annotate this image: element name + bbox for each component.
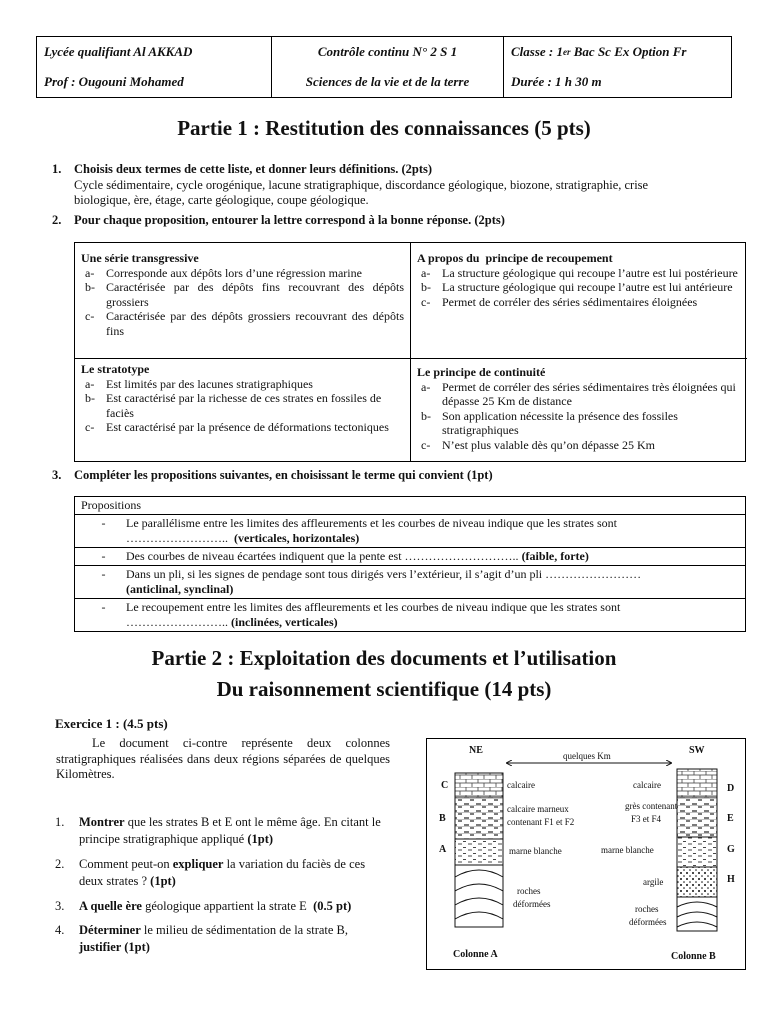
row-choices: (anticlinal, synclinal)	[126, 582, 234, 596]
question-points: (0.5 pt)	[313, 899, 352, 913]
label-g: G	[727, 844, 735, 855]
column-b	[677, 769, 717, 931]
question-text	[79, 814, 391, 848]
layer-roches-deformees-b	[677, 897, 717, 931]
option-letter[interactable]: b-	[421, 280, 431, 294]
option-text: Caractérisée par des dépôts grossiers recouvrant des dépôts fins	[106, 309, 404, 338]
q1-line2: biologique, ère, étage, carte géologique, coupe géologique.	[74, 193, 369, 207]
q2-cell-title: Une série transgressive	[81, 251, 199, 265]
q2-option[interactable]	[81, 309, 404, 338]
column-a	[455, 773, 503, 927]
option-letter[interactable]: a-	[421, 265, 431, 280]
q1-title: Choisis deux termes de cette liste, et donner leurs définitions. (2pts)	[74, 162, 433, 176]
label-d: D	[727, 783, 735, 794]
question-number: 1.	[55, 815, 65, 829]
q2-option[interactable]	[417, 380, 741, 409]
row-text	[126, 600, 739, 630]
gres-label-1: grès contenant	[625, 801, 678, 811]
question-3	[52, 468, 752, 484]
q3-row	[75, 565, 745, 598]
q2-option[interactable]	[417, 295, 741, 310]
exercise-1-intro: Le document ci-contre représente deux colonnes stratigraphiques réalisées dans deux régions séparées de quelques Kilomètres.	[56, 736, 390, 781]
row-blank[interactable]: ……………………..	[126, 531, 234, 545]
q2-number: 2.	[52, 213, 62, 227]
part2-title-line1: Partie 2 : Exploitation des documents et l’utilisation	[151, 646, 617, 670]
stratigraphic-columns-figure	[426, 738, 746, 970]
question-body: géologique appartient la strate E	[141, 899, 314, 913]
question-number: 2.	[55, 857, 65, 871]
header-col-exam	[272, 37, 504, 97]
option-letter[interactable]: c-	[421, 437, 431, 452]
row-statement: Le parallélisme entre les limites des affleurements et les courbes de niveau indique que les strates sont	[126, 516, 617, 530]
class-sup: er	[563, 47, 571, 57]
q3-table	[74, 496, 746, 632]
columns-diagram	[427, 739, 744, 968]
question-verb: A quelle ère	[79, 899, 142, 913]
calcaire-b-label: calcaire	[633, 780, 661, 790]
row-text	[126, 516, 739, 546]
option-letter[interactable]: c-	[421, 294, 431, 309]
q2-table	[74, 242, 746, 462]
layer-roches-deformees-a	[455, 865, 503, 927]
calcaire-marneux-label-2: contenant F1 et F2	[507, 817, 575, 827]
calcaire-a-label: calcaire	[507, 780, 535, 790]
label-h: H	[727, 874, 735, 885]
option-letter[interactable]: a-	[421, 379, 431, 394]
option-text: Permet de corréler des séries sédimentaires éloignées	[442, 294, 698, 309]
label-c: C	[441, 780, 449, 791]
header-col-school	[37, 37, 272, 97]
class-info	[504, 37, 731, 67]
q2-title: Pour chaque proposition, entourer la lettre correspond à la bonne réponse. (2pts)	[74, 213, 505, 227]
question-body: le milieu de sédimentation de la strate B,	[140, 923, 349, 937]
q2-option[interactable]	[81, 266, 404, 281]
label-b: B	[439, 813, 446, 824]
layer-d-calcaire	[677, 769, 717, 797]
layer-g-marne	[677, 837, 717, 867]
q2-option[interactable]	[417, 280, 741, 295]
row-dash: -	[101, 567, 106, 581]
option-text: Est limités par des lacunes stratigraphiques	[106, 376, 313, 391]
label-a: A	[439, 844, 447, 855]
subject-name: Sciences de la vie et de la terre	[305, 74, 470, 89]
duration: Durée : 1 h 30 m	[511, 74, 602, 89]
q2-option[interactable]	[81, 377, 404, 392]
question-number: 3.	[55, 899, 65, 913]
layer-c-calcaire	[455, 773, 503, 797]
question-2	[52, 213, 752, 229]
q2-option[interactable]	[417, 438, 741, 453]
option-letter[interactable]: a-	[85, 376, 95, 391]
layer-a-marne	[455, 839, 503, 865]
option-text: Son application nécessite la présence des fossiles stratigraphiques	[442, 408, 678, 437]
sw-label: SW	[689, 745, 705, 756]
question-1	[52, 162, 752, 209]
question-number: 4.	[55, 923, 65, 937]
option-text: Corresponde aux dépôts lors d’une régression marine	[106, 265, 362, 280]
q3-row	[75, 598, 745, 631]
option-letter[interactable]: b-	[85, 391, 95, 405]
q3-row	[75, 547, 745, 565]
option-letter[interactable]: a-	[85, 265, 95, 280]
row-statement: Le recoupement entre les limites des affleurements et les courbes de niveau indique que les strates sont	[126, 600, 621, 614]
calcaire-marneux-label-1: calcaire marneux	[507, 804, 569, 814]
exam-title: Contrôle continu N° 2 S 1	[317, 44, 458, 59]
option-text: Est caractérisé par la richesse de ces strates en fossiles de faciès	[106, 391, 382, 420]
option-text: N’est plus valable dès qu’on dépasse 25 Km	[442, 437, 655, 452]
question-text	[79, 922, 391, 956]
row-text	[126, 567, 739, 597]
marne-b-label: marne blanche	[601, 845, 654, 855]
part2-title-line2: Du raisonnement scientifique (14 pts)	[216, 677, 552, 701]
option-text: La structure géologique qui recoupe l’autre est lui postérieure	[442, 265, 738, 280]
exercise-question	[55, 898, 391, 915]
question-text	[79, 898, 351, 915]
row-dash: -	[101, 516, 106, 530]
question-points: (1pt)	[150, 874, 176, 888]
q2-cell-title: Le stratotype	[81, 362, 150, 376]
class-prefix: Classe : 1	[511, 44, 563, 59]
question-pre: Comment peut-on	[79, 857, 173, 871]
row-choices: (verticales, horizontales)	[234, 531, 360, 545]
q2-option[interactable]	[417, 409, 741, 438]
row-statement[interactable]: Des courbes de niveau écartées indiquent que la pente est ………………………..	[126, 549, 522, 563]
argile-label: argile	[643, 877, 664, 887]
row-choices: (faible, forte)	[521, 549, 589, 563]
school-name: Lycée qualifiant Al AKKAD	[44, 44, 193, 59]
layer-e-gres	[677, 797, 717, 837]
row-blank[interactable]: ……………………..	[126, 615, 231, 629]
option-text: Caractérisée par des dépôts fins recouvrant des dépôts grossiers	[106, 280, 404, 309]
q2-option[interactable]	[81, 391, 404, 420]
option-text: Est caractérisé par la présence de déformations tectoniques	[106, 420, 389, 434]
q2-cell-serie-transgressive	[75, 243, 411, 359]
q2-option[interactable]	[81, 280, 404, 309]
class-suffix: Bac Sc Ex Option Fr	[570, 44, 687, 59]
q1-line1: Cycle sédimentaire, cycle orogénique, lacune stratigraphique, discordance géologique, biozone, stratigraphie, crise	[74, 177, 649, 192]
option-text: Permet de corréler des séries sédimentaires très éloignées qui dépasse 25 Km de distance	[442, 379, 736, 408]
roches-b-label-1: roches	[635, 904, 659, 914]
row-statement[interactable]: Dans un pli, si les signes de pendage sont tous dirigés vers l’extérieur, il s’agit d’un pli ……………………	[126, 567, 642, 581]
part1-title: Partie 1 : Restitution des connaissances (5 pts)	[177, 116, 591, 140]
gres-label-2: F3 et F4	[631, 814, 662, 824]
option-letter[interactable]: c-	[85, 309, 95, 323]
q1-number: 1.	[52, 162, 62, 176]
q3-number: 3.	[52, 468, 62, 482]
question-points: justifier (1pt)	[79, 940, 150, 954]
q3-title: Compléter les propositions suivantes, en choisissant le terme qui convient (1pt)	[74, 468, 493, 482]
row-dash: -	[101, 549, 106, 563]
exercise-1-heading: Exercice 1 : (4.5 pts)	[55, 716, 168, 731]
question-verb: expliquer	[172, 857, 224, 871]
row-text	[126, 549, 739, 564]
question-body: la variation du faciès de ces deux strates ?	[79, 857, 366, 888]
option-letter[interactable]: c-	[85, 420, 95, 434]
marne-a-label: marne blanche	[509, 846, 562, 856]
distance-label: quelques Km	[563, 751, 611, 761]
question-verb: Déterminer	[79, 923, 141, 937]
row-dash: -	[101, 600, 106, 614]
header-col-class	[504, 37, 731, 97]
row-choices: (inclinées, verticales)	[231, 615, 338, 629]
header-table	[36, 36, 732, 98]
option-letter[interactable]: b-	[421, 408, 431, 423]
colonne-a-label: Colonne A	[453, 949, 498, 960]
layer-b-calcaire-marneux	[455, 797, 503, 839]
q3-row	[75, 514, 745, 547]
question-verb: Montrer	[79, 815, 125, 829]
ne-label: NE	[469, 745, 483, 756]
option-text: La structure géologique qui recoupe l’autre est lui antérieure	[442, 280, 733, 294]
layer-h-argile	[677, 867, 717, 897]
exercise-question	[55, 814, 391, 848]
q2-cell-stratotype	[75, 359, 411, 461]
q2-cell-recoupement	[411, 243, 747, 359]
roches-b-label-2: déformées	[629, 917, 667, 927]
question-points: (1pt)	[247, 832, 274, 846]
q3-header-row	[75, 497, 745, 514]
question-text	[79, 856, 391, 890]
q2-option[interactable]	[81, 420, 404, 435]
q2-cell-continuite	[411, 359, 747, 461]
colonne-b-label: Colonne B	[671, 951, 716, 962]
q2-cell-title: Le principe de continuité	[417, 365, 546, 379]
q2-cell-title: A propos du principe de recoupement	[417, 251, 613, 265]
q2-option[interactable]	[417, 266, 741, 281]
roches-a-label-2: déformées	[513, 899, 551, 909]
prof-name: Prof : Ougouni Mohamed	[44, 74, 184, 89]
option-letter[interactable]: b-	[85, 280, 95, 294]
roches-a-label-1: roches	[517, 886, 541, 896]
q3-header: Propositions	[81, 498, 142, 512]
exercise-question	[55, 856, 391, 890]
label-e: E	[727, 813, 734, 824]
exercise-question	[55, 922, 391, 956]
question-body: que les strates B et E ont le même âge. En citant le principe stratigraphique appliqué	[79, 815, 381, 846]
